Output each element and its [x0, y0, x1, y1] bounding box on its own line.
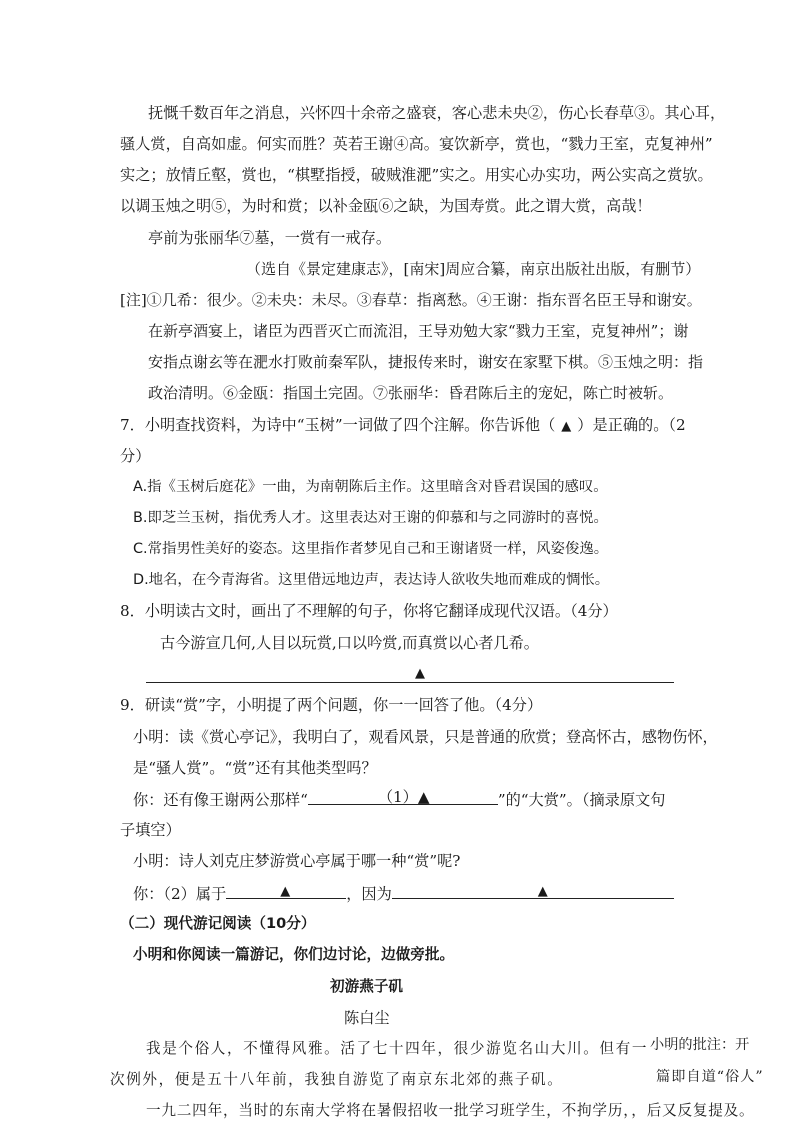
article-title: 初游燕子矶 [330, 978, 403, 995]
q9-xiaoming-line1: 小明：读《赏心亭记》，我明白了，观看风景，只是普通的欣赏；登高怀古，感物伤怀， [133, 728, 718, 746]
q9-xiaoming-question2: 小明：诗人刘克庄梦游赏心亭属于哪一种“赏”呢? [133, 852, 461, 870]
passage-line-3: 实之；放情丘壑，赏也，“棋墅指授，破贼淮淝”实之。用实心办实功，两公实高之赏欤。 [120, 166, 713, 184]
passage-source: （选自《景定建康志》，[南宋]周应合纂，南京出版社出版，有删节） [246, 260, 701, 278]
q9-answer2-blank2[interactable] [392, 883, 674, 899]
note-line-3: 安指点谢玄等在淝水打败前秦军队，捷报传来时，谢安在家墅下棋。⑤玉烛之明：指 [148, 353, 704, 371]
article-para-line-1: 我是个俗人，不懂得风雅。活了七十四年，很少游览名山大川。但有一 [146, 1040, 649, 1057]
q8-sentence: 古今游宣几何,人目以玩赏,口以吟赏,而真赏以心者几希。 [160, 634, 539, 652]
q7-option-b: B.即芝兰玉树，指优秀人才。这里表达对王谢的仰慕和与之同游时的喜悦。 [133, 510, 608, 526]
q9-answer1-suffix: ”的“大赏”。（摘录原文句 [497, 791, 666, 809]
passage-line-1: 抚慨千数百年之消息，兴怀四十余帝之盛衰，客心悲未央②，伤心长春草③。其心耳， [148, 104, 726, 122]
section2-intro: 小明和你阅读一篇游记，你们边讨论，边做旁批。 [133, 946, 455, 963]
article-para-line-2: 次例外，便是五十八年前，我独自游览了南京东北郊的燕子矶。 [110, 1071, 564, 1088]
margin-note-line-2: 篇即自道“俗人” [656, 1069, 764, 1085]
q9-answer1-label: （1）▲ [377, 788, 430, 806]
q9-answer2-blank1[interactable] [226, 883, 346, 899]
q7-stem-prefix: 7．小明查找资料，为诗中“玉树”一词做了四个注解。你告诉他（ [120, 416, 556, 434]
q9-answer1 [133, 789, 665, 810]
note-line-2: 在新亭酒宴上，诸臣为西晋灭亡而流泪，王导劝勉大家“戮力王室，克复神州”；谢 [148, 322, 689, 340]
passage-line-5: 亭前为张丽华⑦墓，一赏有一戒存。 [148, 229, 391, 247]
note-line-4: 政治清明。⑥金瓯：指国土完固。⑦张丽华：昏君陈后主的宠妃，陈亡时被斩。 [148, 384, 674, 402]
q9-stem: 9．研读“赏”字，小明提了两个问题，你一一回答了他。（4分） [120, 696, 543, 714]
section2-heading: （二）现代游记阅读（10分） [120, 915, 316, 932]
q9-answer2 [133, 883, 674, 904]
q8-answer-line[interactable] [146, 682, 674, 683]
q7-option-c: C.常指男性美好的姿态。这里指作者梦见自己和王谢诸贤一样，风姿俊逸。 [133, 541, 609, 557]
note-line-1: [注]①几希：很少。②未央：未尽。③春草：指离愁。④王谢：指东晋名臣王导和谢安。 [120, 291, 702, 309]
q9-answer1-prefix: 你：还有像王谢两公那样“ [133, 791, 308, 809]
passage-line-2: 骚人赏，自高如虚。何实而胜？英若王谢④高。宴饮新亭，赏也，“戮力王室，克复神州” [120, 135, 713, 153]
margin-note-line-1: 小明的批注：开 [650, 1037, 750, 1053]
q9-xiaoming-line2: 是“骚人赏”。“赏”还有其他类型吗？ [133, 759, 377, 777]
q8-stem: 8．小明读古文时，画出了不理解的句子，你将它翻译成现代汉语。（4分） [120, 602, 618, 620]
q9-answer2-prefix: 你：（2）属于 [133, 885, 227, 903]
q7-answer-blank[interactable]: ▲ [561, 419, 572, 434]
q9-answer1-line2: 子填空） [120, 821, 181, 839]
q9-answer2-mid: ，因为 [346, 885, 392, 903]
q7-stem-line2: 分） [120, 447, 151, 465]
article-para-line-3: 一九二四年，当时的东南大学将在暑假招收一批学习班学生，不拘学历，，后又反复提及。 [146, 1102, 755, 1119]
q9-answer1-blank[interactable] [308, 789, 498, 805]
q9-answer2-mark1: ▲ [280, 884, 291, 899]
article-author: 陈白尘 [344, 1009, 390, 1027]
q7-option-d: D.地名，在今青海省。这里借远地边声，表达诗人欲收失地而难成的惆怅。 [133, 572, 610, 588]
q9-answer2-mark2: ▲ [537, 884, 548, 899]
q8-answer-mark: ▲ [415, 666, 425, 681]
passage-line-4: 以调玉烛之明⑤，为时和赏；以补金瓯⑥之缺，为国寿赏。此之谓大赏，高哉！ [120, 197, 652, 215]
q7-stem-suffix: ）是正确的。（2 [577, 416, 686, 434]
q7-option-a: A.指《玉树后庭花》一曲，为南朝陈后主作。这里暗含对昏君误国的感叹。 [133, 479, 608, 495]
q7-stem [120, 415, 686, 437]
